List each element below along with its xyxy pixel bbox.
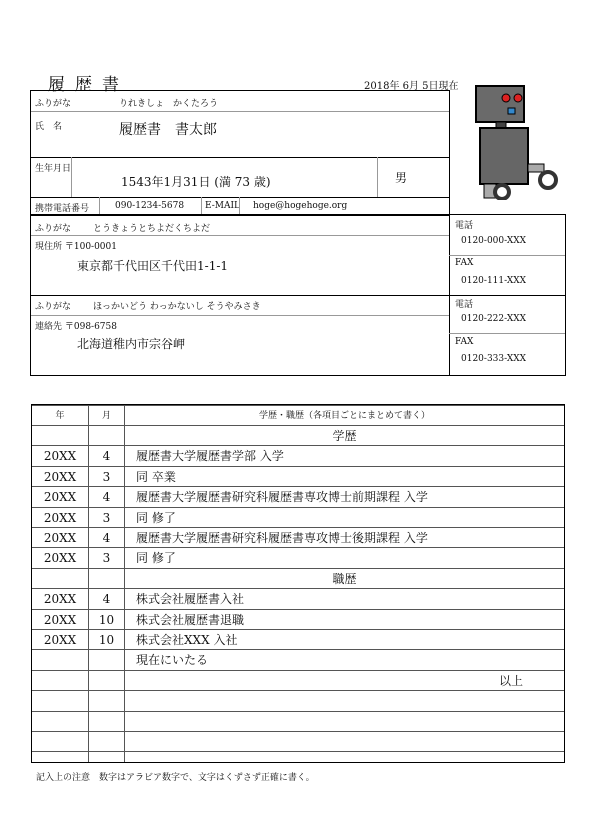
mobile-label: 携帯電話番号 xyxy=(35,204,90,214)
row-year xyxy=(32,650,88,670)
row-desc: 同 修了 xyxy=(136,551,176,566)
contact-tel-label: 電話 xyxy=(455,300,474,310)
contact-fax-label: FAX xyxy=(455,337,474,347)
col-desc: 学歴・職歴（各項目ごとにまとめて書く） xyxy=(258,411,430,421)
section-heading: 学歴 xyxy=(332,429,357,443)
end-marker: 以上 xyxy=(498,673,523,688)
gender: 男 xyxy=(395,171,408,185)
contact-text: 北海道稚内市宗谷岬 xyxy=(77,337,186,351)
row-year: 20XX xyxy=(43,510,77,525)
contact-tel: 0120-222-XXX xyxy=(461,314,527,324)
row-year: 20XX xyxy=(43,531,77,545)
name-label: 氏 名 xyxy=(35,122,63,132)
document-date: 2018年 6月 5日現在 xyxy=(364,81,459,92)
row-desc: 現在にいたる xyxy=(136,653,209,668)
row-desc: 履歴書大学履歴書研究科履歴書専攻博士後期課程 入学 xyxy=(136,531,428,545)
contact-furigana: ほっかいどう わっかないし そうやみさき xyxy=(93,302,261,312)
col-year: 年 xyxy=(55,411,65,421)
history-table xyxy=(31,404,565,763)
contact-fax: 0120-333-XXX xyxy=(461,354,527,364)
row-desc: 株式会社XXX 入社 xyxy=(136,633,238,647)
row-month: 3 xyxy=(102,551,111,566)
address-label: 現住所 〒100-0001 xyxy=(35,242,117,252)
table-row xyxy=(32,711,564,732)
robot-icon xyxy=(466,76,558,200)
personal-info-box xyxy=(30,90,450,216)
birth-date: 1543年1月31日 (満 73 歳) xyxy=(121,175,271,189)
address-tel: 0120-000-XXX xyxy=(461,236,527,246)
row-desc: 同 修了 xyxy=(136,510,176,525)
furigana-label: ふりがな xyxy=(35,99,72,109)
photo xyxy=(466,76,558,200)
table-row xyxy=(32,609,564,630)
col-month: 月 xyxy=(101,411,111,421)
table-row xyxy=(32,547,564,568)
address-furigana-label: ふりがな xyxy=(35,224,72,234)
table-row xyxy=(32,568,564,589)
table-row xyxy=(32,588,564,609)
table-row xyxy=(32,670,564,691)
row-desc: 株式会社履歴書入社 xyxy=(136,592,245,607)
name-furigana: りれきしょ かくたろう xyxy=(119,99,219,109)
row-month: 3 xyxy=(102,469,111,484)
row-year: 20XX xyxy=(43,612,77,627)
table-row xyxy=(32,527,564,548)
section-heading: 職歴 xyxy=(332,571,357,586)
row-year: 20XX xyxy=(43,633,77,647)
email-address: hoge@hogehoge.org xyxy=(253,201,348,211)
table-row xyxy=(32,486,564,507)
row-month: 3 xyxy=(102,510,111,525)
row-desc: 同 卒業 xyxy=(136,469,176,484)
address-tel-label: 電話 xyxy=(455,221,474,231)
table-row xyxy=(32,507,564,528)
address-box xyxy=(30,214,566,376)
full-name: 履歴書 書太郎 xyxy=(119,122,217,138)
row-desc: 履歴書大学履歴書研究科履歴書専攻博士前期課程 入学 xyxy=(136,490,428,505)
row-month: 10 xyxy=(98,612,115,627)
table-row xyxy=(32,466,564,487)
row-year: 20XX xyxy=(43,551,77,566)
row-month xyxy=(89,650,124,670)
row-year: 20XX xyxy=(43,490,77,505)
address-fax: 0120-111-XXX xyxy=(461,276,527,286)
row-month: 4 xyxy=(102,490,111,505)
table-row xyxy=(32,731,564,752)
row-desc: 履歴書大学履歴書学部 入学 xyxy=(136,449,284,464)
table-row xyxy=(32,425,564,446)
row-month: 4 xyxy=(102,592,111,607)
row-year: 20XX xyxy=(43,469,77,484)
table-row xyxy=(32,629,564,650)
row-desc: 株式会社履歴書退職 xyxy=(136,612,245,627)
birth-label: 生年月日 xyxy=(35,164,72,174)
contact-label: 連絡先 〒098-6758 xyxy=(35,322,117,332)
table-row xyxy=(32,649,564,670)
footer-note: 記入上の注意 数字はアラビア数字で、文字はくずさず正確に書く。 xyxy=(36,773,315,783)
row-month: 4 xyxy=(102,449,111,464)
table-row xyxy=(32,690,564,711)
row-year: 20XX xyxy=(43,449,77,464)
row-year: 20XX xyxy=(43,592,77,607)
contact-furigana-label: ふりがな xyxy=(35,302,72,312)
address-furigana: とうきょうとちよだくちよだ xyxy=(93,224,211,234)
document-title: 履歴書 xyxy=(48,75,129,95)
row-month: 10 xyxy=(98,633,115,647)
address-fax-label: FAX xyxy=(455,258,474,268)
email-label: E-MAIL xyxy=(205,201,241,211)
mobile-number: 090-1234-5678 xyxy=(115,201,185,211)
address-text: 東京都千代田区千代田1-1-1 xyxy=(77,259,229,273)
table-row xyxy=(32,445,564,466)
table-header xyxy=(32,405,564,426)
row-month: 4 xyxy=(102,531,111,545)
